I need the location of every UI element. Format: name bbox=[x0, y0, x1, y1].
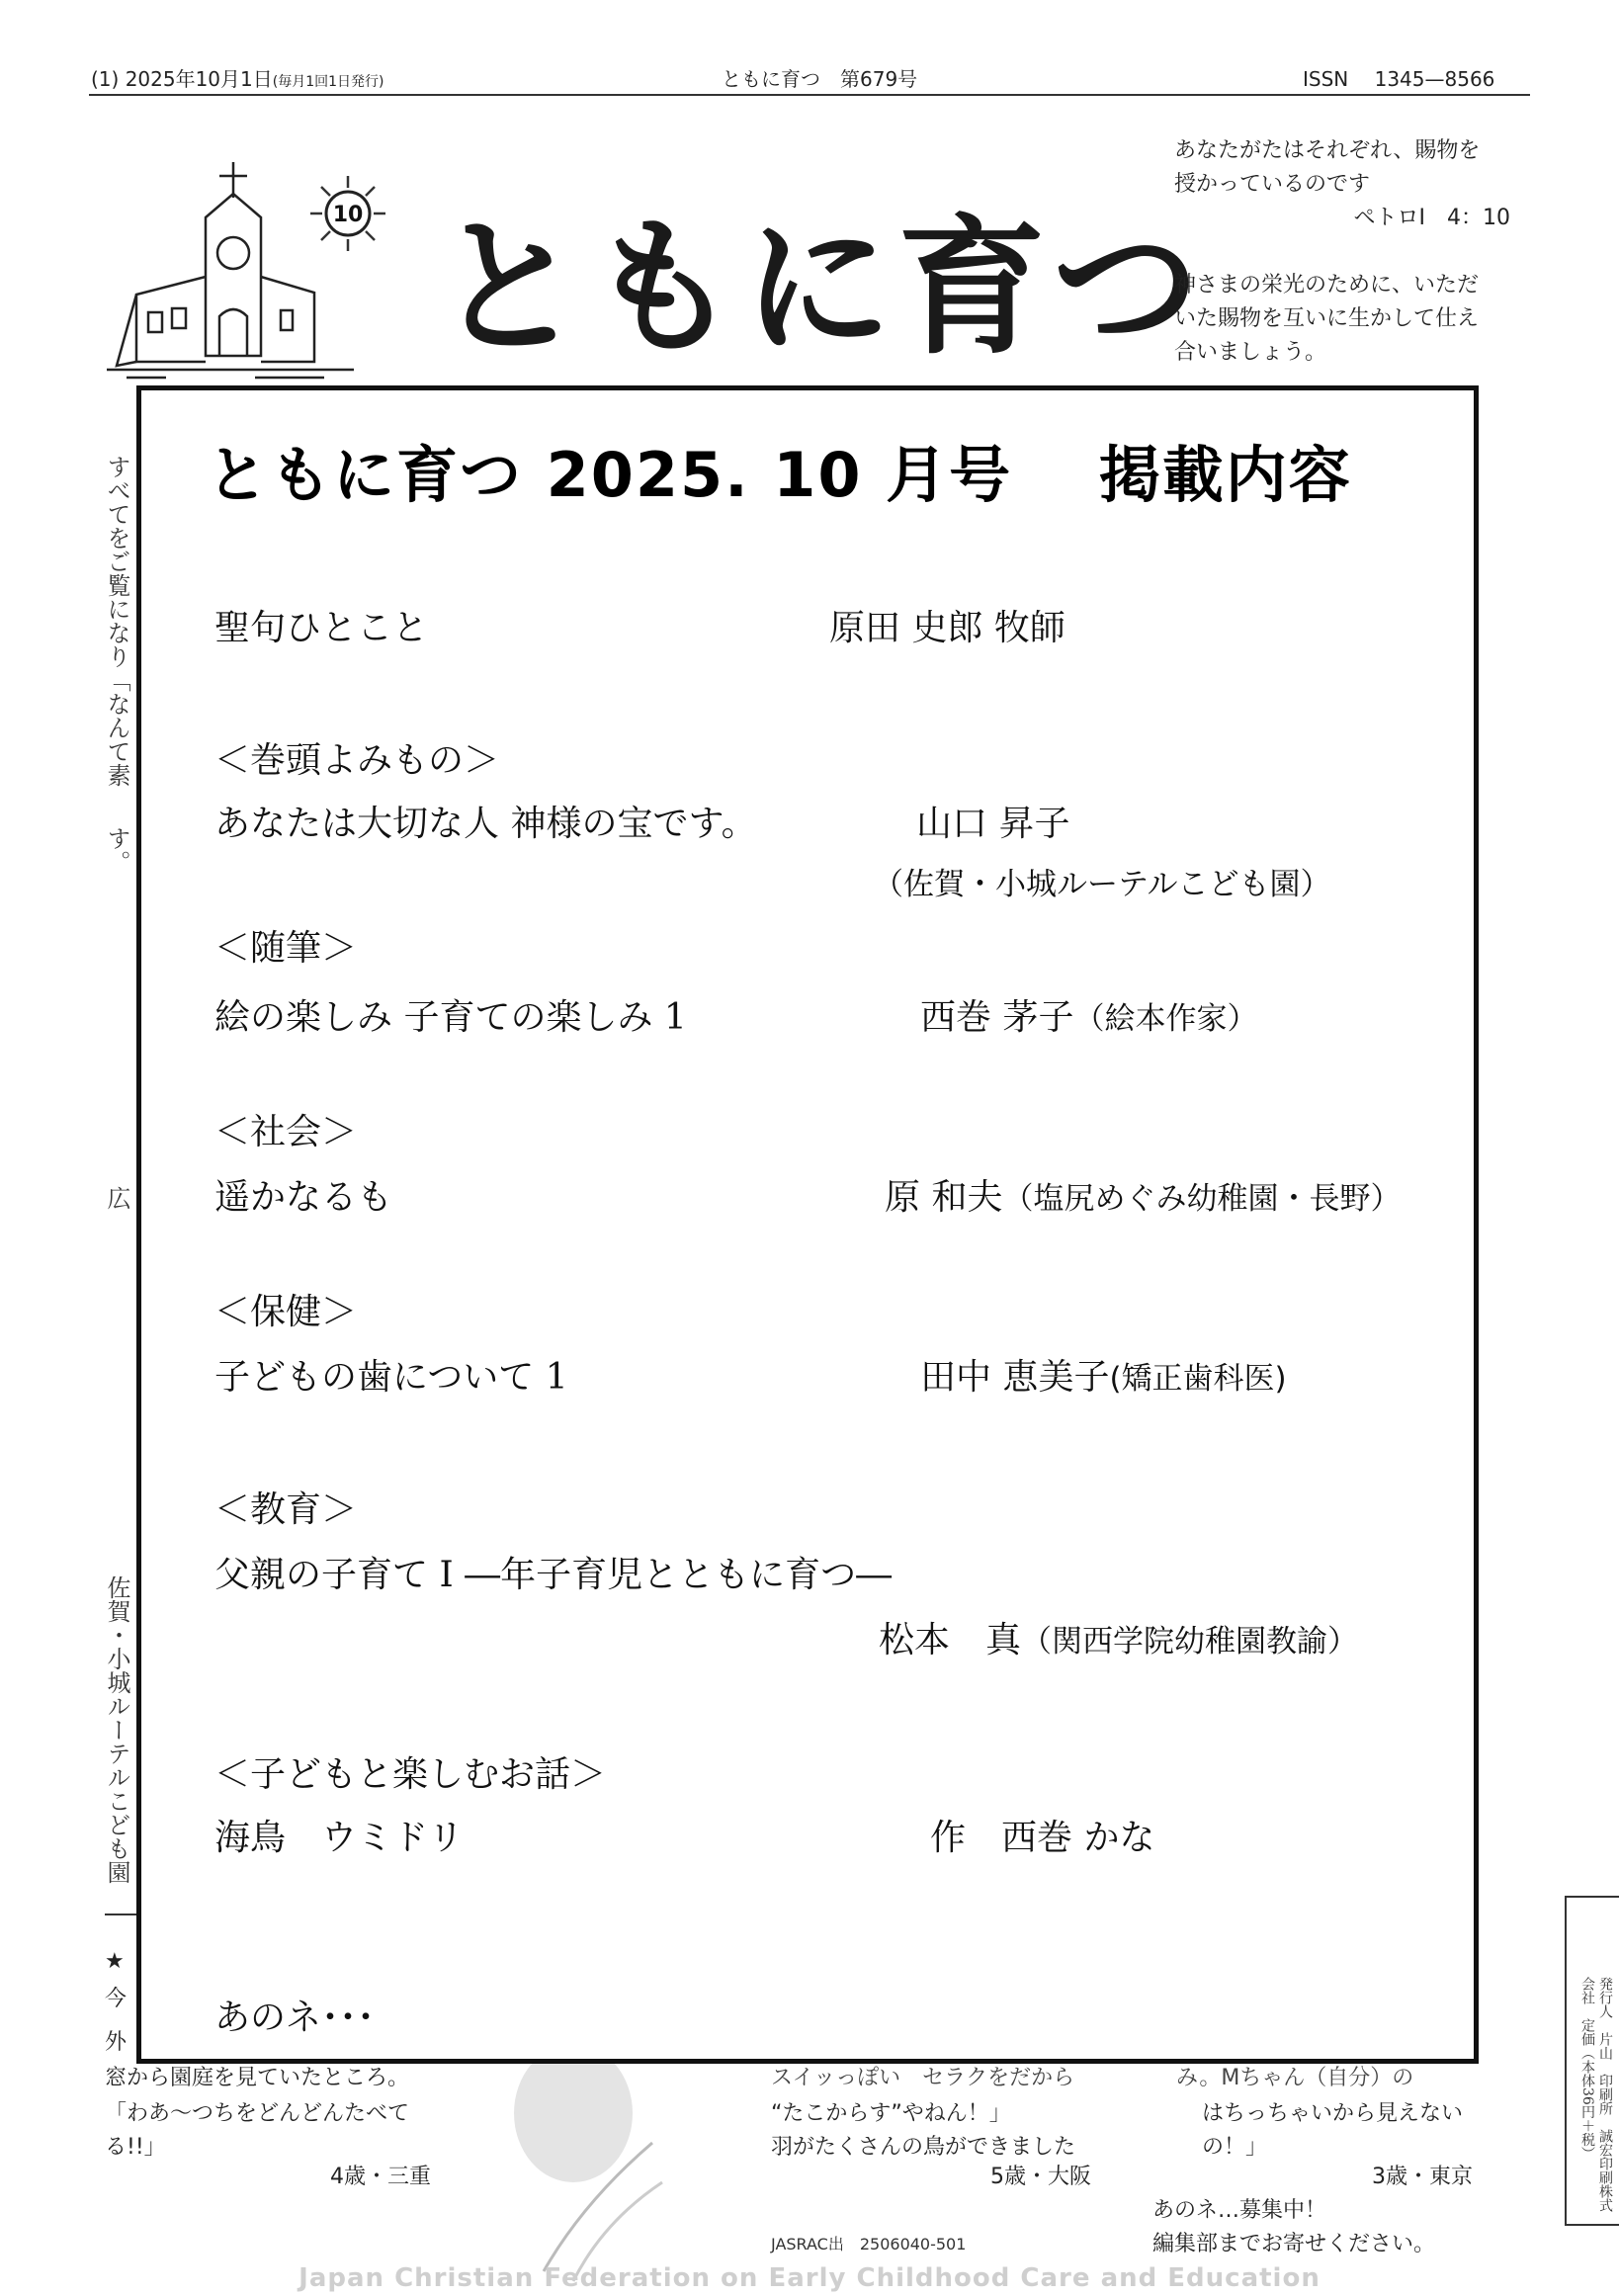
vertical-text: すべてをご覧になり「なんて素 bbox=[103, 455, 130, 787]
article-author: 田中 恵美子(矯正歯科医) bbox=[920, 1357, 1287, 1398]
jasrac-number: JASRAC出 2506040-501 bbox=[771, 2235, 967, 2253]
issue-number: ともに育つ 第679号 bbox=[722, 67, 918, 91]
section-heading: ＜随筆＞ bbox=[214, 928, 358, 969]
article-title: 子どもの歯について 1 bbox=[214, 1357, 568, 1398]
article-affiliation: （絵本作家） bbox=[1073, 1001, 1258, 1037]
article-author: 原田 史郎 牧師 bbox=[829, 608, 1065, 648]
article-title: 絵の楽しみ 子育ての楽しみ 1 bbox=[214, 997, 687, 1038]
verse-line: いた賜物を互いに生かして仕え bbox=[1174, 306, 1480, 331]
anone-quote: の！」 bbox=[1202, 2135, 1268, 2160]
partial-text: 今 bbox=[105, 1987, 128, 2011]
issue-date: (1) 2025年10月1日(毎月1回1日発行) bbox=[91, 67, 384, 91]
section-heading: ＜子どもと楽しむお話＞ bbox=[214, 1754, 607, 1795]
recruit-notice: 編集部までお寄せください。 bbox=[1152, 2232, 1436, 2256]
article-affiliation: (矯正歯科医) bbox=[1109, 1361, 1287, 1397]
article-title: あなたは大切な人 神様の宝です。 bbox=[214, 804, 757, 844]
partial-text: 外 bbox=[105, 2030, 128, 2055]
anone-quote: 羽がたくさんの鳥ができました bbox=[771, 2135, 1076, 2160]
anone-quote: はちっちゃいから見えない bbox=[1202, 2101, 1464, 2126]
contents-box bbox=[136, 385, 1479, 2064]
verse-line: 合いましょう。 bbox=[1174, 340, 1327, 365]
section-heading: ＜保健＞ bbox=[214, 1292, 358, 1332]
footer-organization: Japan Christian Federation on Early Childhood Care and Education bbox=[298, 2263, 1321, 2293]
article-author: 松本 真（関西学院幼稚園教諭） bbox=[879, 1620, 1359, 1660]
section-heading: ＜教育＞ bbox=[214, 1489, 358, 1530]
star-icon: ★ bbox=[105, 1949, 125, 1974]
masthead-title: ともに育つ bbox=[435, 201, 1207, 375]
recruit-notice: あのネ…募集中！ bbox=[1152, 2198, 1327, 2223]
verse-line: 授かっているのです bbox=[1174, 172, 1371, 197]
anone-text: スイッっぽい セラクをだから bbox=[771, 2066, 1075, 2090]
anone-quote: “たこからす”やねん！」 bbox=[771, 2101, 1011, 2126]
anone-quote: る!!」 bbox=[105, 2135, 166, 2160]
article-author: 作 西巻 かな bbox=[930, 1818, 1155, 1858]
age-location: 5歳・大阪 bbox=[990, 2165, 1091, 2189]
badge-number: 10 bbox=[332, 203, 364, 227]
header-divider bbox=[89, 94, 1530, 96]
issn: ISSN 1345—8566 bbox=[1303, 67, 1495, 91]
bird-illustration bbox=[504, 2044, 702, 2291]
article-title: 聖句ひとこと bbox=[214, 608, 429, 648]
vertical-text: 広 bbox=[103, 1186, 130, 1210]
vertical-text: す。 bbox=[103, 826, 130, 874]
anone-quote: 「わあ～つちをどんどんたべて bbox=[105, 2101, 410, 2126]
section-heading: ＜社会＞ bbox=[214, 1112, 358, 1152]
anone-text: 窓から園庭を見ていたところ。 bbox=[105, 2066, 410, 2090]
article-author: 原 和夫（塩尻めぐみ幼稚園・長野） bbox=[885, 1177, 1402, 1218]
scripture-verse bbox=[1174, 134, 1520, 235]
age-location: 3歳・東京 bbox=[1372, 2165, 1473, 2189]
article-affiliation: （佐賀・小城ルーテルこども園） bbox=[873, 867, 1331, 902]
article-title: 遥かなるも bbox=[214, 1177, 393, 1218]
publisher-info bbox=[1565, 1896, 1619, 2226]
sun-badge-icon bbox=[308, 174, 387, 253]
article-title: あのネ･･･ bbox=[214, 1998, 376, 2038]
verse-line: 神さまの栄光のために、いただ bbox=[1174, 273, 1480, 298]
article-title: 父親の子育て Ⅰ ―年子育児とともに育つ― bbox=[214, 1555, 893, 1595]
publisher-text: 発行人 片山 印刷所 誠宏印刷株式会社 定価（本体36円＋税） bbox=[1579, 1977, 1613, 2212]
section-heading: ＜巻頭よみもの＞ bbox=[214, 740, 500, 781]
column-divider bbox=[105, 1913, 136, 1915]
verse-line: あなたがたはそれぞれ、賜物を bbox=[1174, 138, 1481, 163]
publish-frequency: (毎月1回1日発行) bbox=[272, 74, 384, 90]
age-location: 4歳・三重 bbox=[330, 2165, 431, 2189]
vertical-text: 佐賀・小城ルーテルこども園 bbox=[103, 1575, 130, 1884]
verse-commentary bbox=[1174, 269, 1520, 370]
article-affiliation: （関西学院幼稚園教諭） bbox=[1021, 1624, 1359, 1659]
anone-text: み。Mちゃん（自分）の bbox=[1176, 2066, 1414, 2090]
article-title: 海鳥 ウミドリ bbox=[214, 1818, 465, 1858]
article-affiliation: （塩尻めぐみ幼稚園・長野） bbox=[1002, 1181, 1402, 1217]
verse-reference: ペトロⅠ 4：10 bbox=[1353, 206, 1510, 230]
article-author: 西巻 茅子（絵本作家） bbox=[920, 997, 1258, 1038]
contents-title: ともに育つ 2025. 10 月号 掲載内容 bbox=[207, 439, 1352, 511]
article-author: 山口 昇子 bbox=[916, 804, 1070, 844]
